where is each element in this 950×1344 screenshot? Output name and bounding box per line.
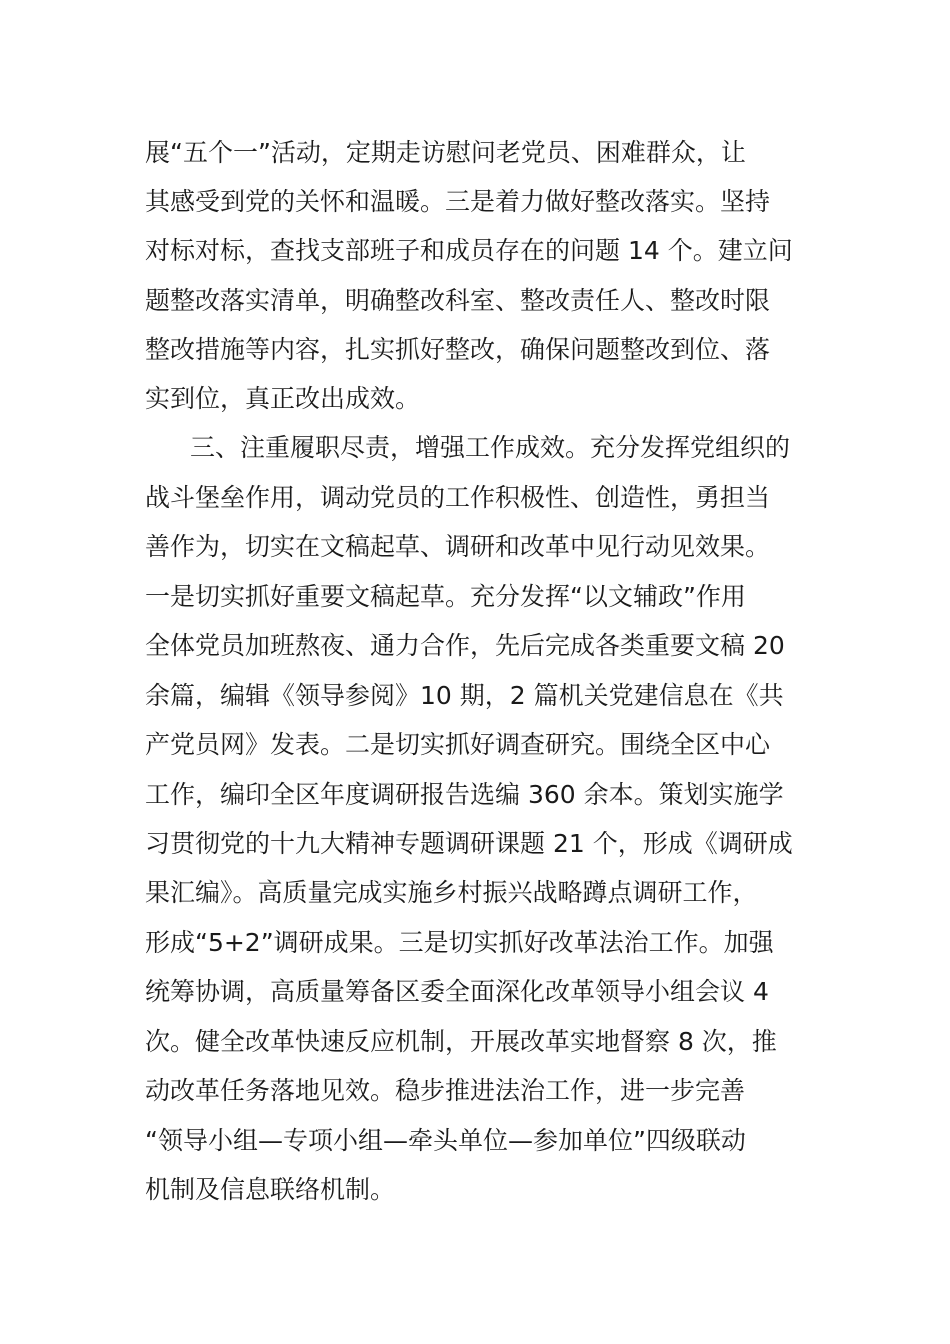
text-line: 产党员网》发表。二是切实抓好调查研究。围绕全区中心 [145,730,771,759]
text-line: 动改革任务落地见效。稳步推进法治工作，进一步完善 [145,1076,746,1105]
text-line: 工作，编印全区年度调研报告选编 360 余本。策划实施学 [145,780,784,809]
text-line: 习贯彻党的十九大精神专题调研课题 21 个，形成《调研成 [145,829,793,858]
text-line: 其感受到党的关怀和温暖。三是着力做好整改落实。坚持 [145,187,771,216]
text-line: 统筹协调，高质量筹备区委全面深化改革领导小组会议 4 [145,977,769,1006]
text-line: 战斗堡垒作用，调动党员的工作积极性、创造性，勇担当 [145,483,771,512]
text-line: 果汇编》。高质量完成实施乡村振兴战略蹲点调研工作， [145,878,758,907]
text-line: 展“五个一”活动，定期走访慰问老党员、困难群众，让 [145,138,746,167]
text-line: 形成“5+2”调研成果。三是切实抓好改革法治工作。加强 [145,928,774,957]
text-line: 全体党员加班熬夜、通力合作，先后完成各类重要文稿 20 [145,631,785,660]
text-line: 实到位，真正改出成效。 [145,384,421,413]
text-line: 对标对标，查找支部班子和成员存在的问题 14 个。建立问 [145,236,793,265]
paragraph-start-line: 三、注重履职尽责，增强工作成效。充分发挥党组织的 [190,433,791,462]
text-line: 题整改落实清单，明确整改科室、整改责任人、整改时限 [145,286,771,315]
text-line: 一是切实抓好重要文稿起草。充分发挥“以文辅政”作用 [145,582,746,611]
text-line: 次。健全改革快速反应机制，开展改革实地督察 8 次，推 [145,1027,777,1056]
text-line: 余篇，编辑《领导参阅》10 期，2 篇机关党建信息在《共 [145,681,784,710]
text-line: 机制及信息联络机制。 [145,1175,396,1204]
text-line: 善作为，切实在文稿起草、调研和改革中见行动见效果。 [145,532,771,561]
text-line: 整改措施等内容，扎实抓好整改，确保问题整改到位、落 [145,335,771,364]
text-line: “领导小组—专项小组—牵头单位—参加单位”四级联动 [145,1126,746,1155]
